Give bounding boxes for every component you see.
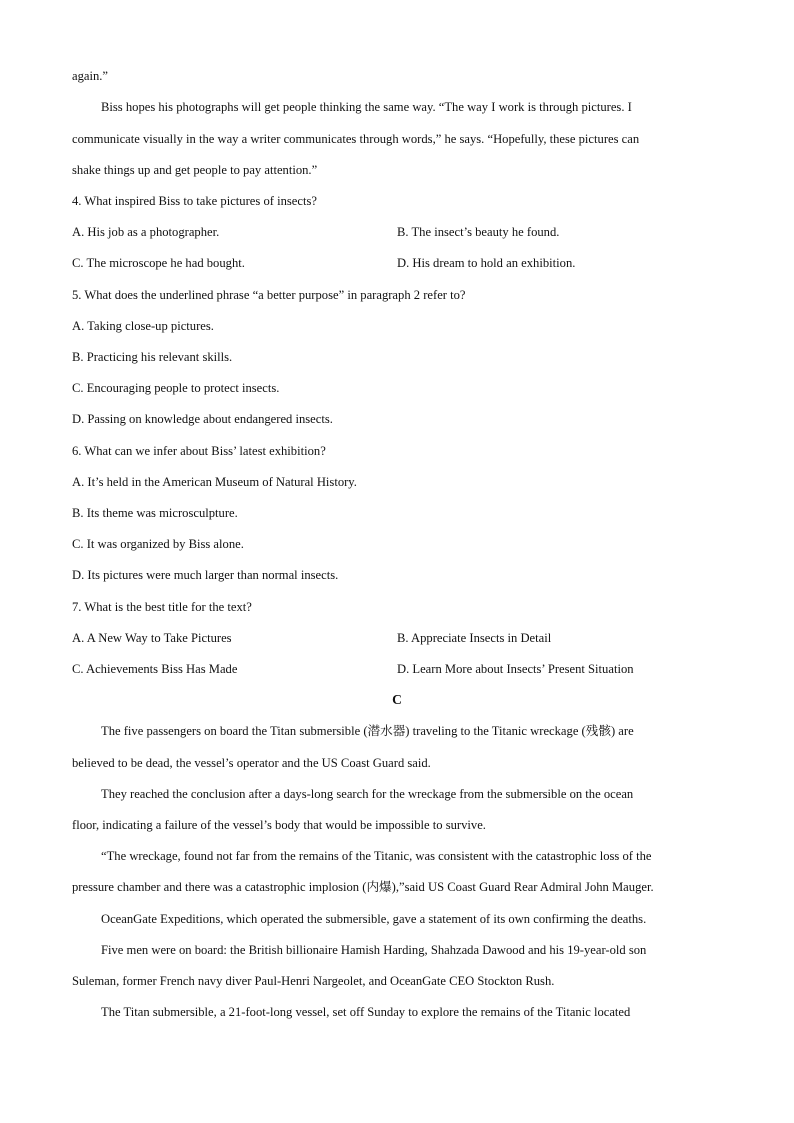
question-stem: 5. What does the underlined phrase “a better purpose” in paragraph 2 refer to?	[72, 288, 466, 302]
text-line: communicate visually in the way a writer communicates through words,” he says. “Hopefully, these pictures can	[72, 132, 640, 146]
text-line: “The wreckage, found not far from the remains of the Titanic, was consistent with the catastrophic loss of the	[101, 849, 652, 863]
question-option: B. Practicing his relevant skills.	[72, 350, 233, 364]
text-line: shake things up and get people to pay attention.”	[72, 163, 318, 177]
section-heading: C	[392, 692, 402, 707]
question-option: B. Its theme was microsculpture.	[72, 506, 238, 520]
question-option: B. Appreciate Insects in Detail	[397, 631, 552, 645]
question-stem: 4. What inspired Biss to take pictures of insects?	[72, 194, 317, 208]
text-line: The five passengers on board the Titan submersible (潜水器) traveling to the Titanic wreckage (残骸) are	[101, 724, 634, 738]
question-option: D. Passing on knowledge about endangered insects.	[72, 412, 333, 426]
question-option: B. The insect’s beauty he found.	[397, 225, 560, 239]
question-option: D. Learn More about Insects’ Present Situation	[397, 662, 634, 676]
question-option: D. Its pictures were much larger than normal insects.	[72, 568, 339, 582]
question-option: A. His job as a photographer.	[72, 225, 220, 239]
text-line: believed to be dead, the vessel’s operator and the US Coast Guard said.	[72, 756, 431, 770]
question-option: A. A New Way to Take Pictures	[72, 631, 232, 645]
question-option: A. Taking close-up pictures.	[72, 319, 214, 333]
text-line: Biss hopes his photographs will get people thinking the same way. “The way I work is through pictures. I	[101, 100, 632, 114]
text-line: floor, indicating a failure of the vessel’s body that would be impossible to survive.	[72, 818, 486, 832]
question-option: D. His dream to hold an exhibition.	[397, 256, 576, 270]
text-line: The Titan submersible, a 21-foot-long vessel, set off Sunday to explore the remains of the Titanic located	[101, 1005, 631, 1019]
text-line: Five men were on board: the British billionaire Hamish Harding, Shahzada Dawood and his 19-year-old son	[101, 943, 647, 957]
text-line: pressure chamber and there was a catastrophic implosion (内爆),”said US Coast Guard Rear Admiral John Mauger.	[72, 880, 654, 894]
text-line: OceanGate Expeditions, which operated the submersible, gave a statement of its own confirming the deaths.	[101, 912, 647, 926]
question-option: A. It’s held in the American Museum of Natural History.	[72, 475, 357, 489]
question-stem: 7. What is the best title for the text?	[72, 600, 252, 614]
question-stem: 6. What can we infer about Biss’ latest exhibition?	[72, 444, 326, 458]
question-option: C. The microscope he had bought.	[72, 256, 245, 270]
question-option: C. It was organized by Biss alone.	[72, 537, 244, 551]
text-line: again.”	[72, 69, 109, 83]
text-line: Suleman, former French navy diver Paul-Henri Nargeolet, and OceanGate CEO Stockton Rush.	[72, 974, 555, 988]
text-line: They reached the conclusion after a days-long search for the wreckage from the submersible on the ocean	[101, 787, 634, 801]
question-option: C. Encouraging people to protect insects.	[72, 381, 280, 395]
question-option: C. Achievements Biss Has Made	[72, 662, 238, 676]
